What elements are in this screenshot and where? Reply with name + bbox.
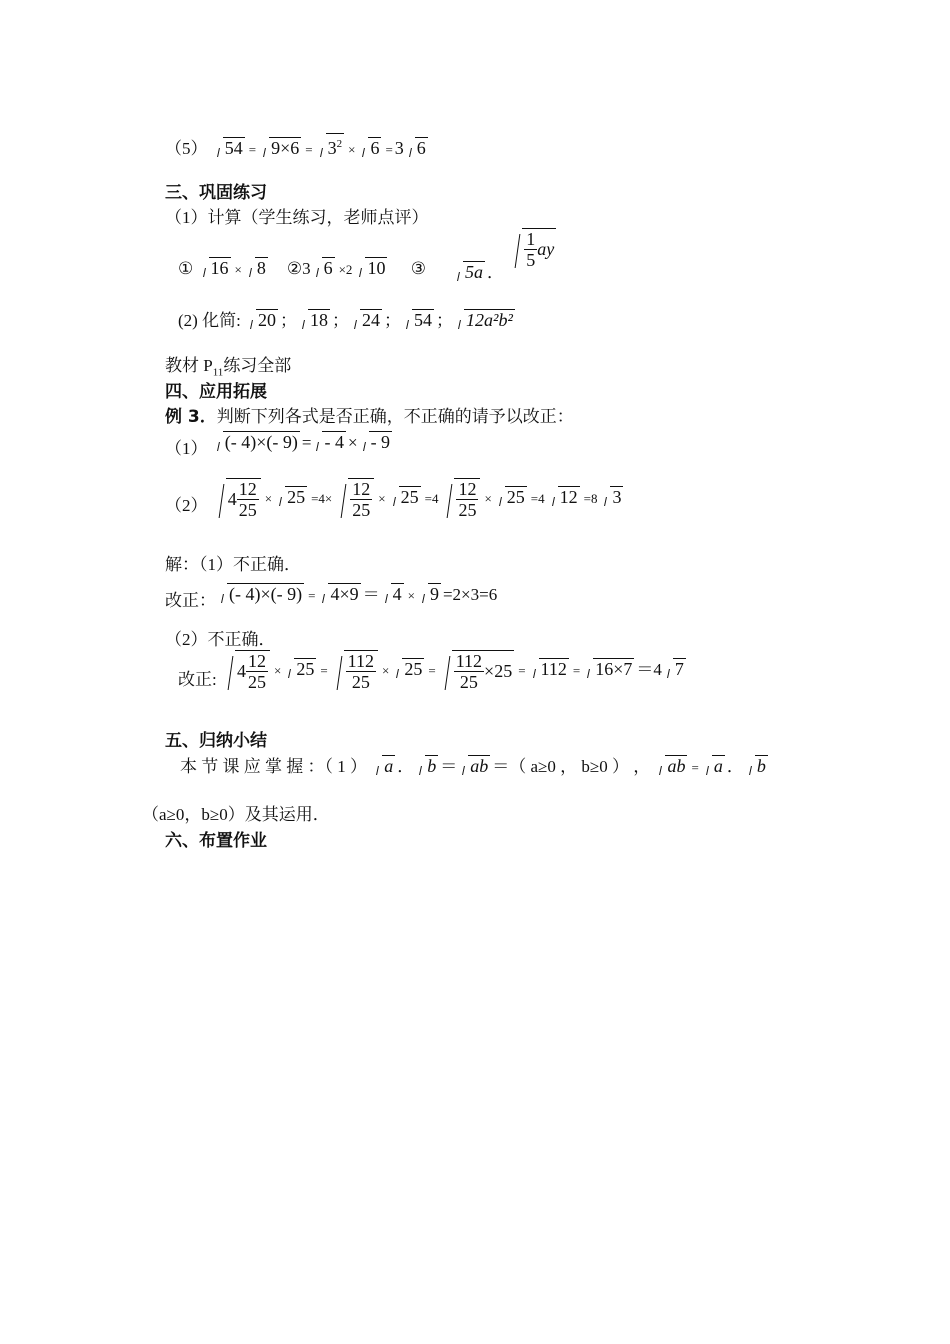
- textbook-line: 教材 $P_{11}$练习全部: [165, 356, 292, 379]
- exercise-line: ① 16 × 8 ②3 6 ×2 10 ③: [178, 258, 426, 278]
- section-5-title: 五、归纳小结: [165, 731, 267, 751]
- line-5: （5） $54 = 9\times 6 = 3^2 \times 6 = 3$ 6: [165, 133, 430, 159]
- sqrt-3: 3: [599, 486, 623, 508]
- sqrt-25c: 25: [494, 486, 527, 508]
- sqrt-5a: 5a: [452, 261, 485, 283]
- sqrt-ab: ab: [457, 755, 490, 777]
- section-3-sub1: （1）计算（学生练习，老师点评）: [165, 208, 429, 227]
- sqrt-25: 25: [274, 486, 307, 508]
- sqrt-10: 10: [354, 257, 387, 279]
- sqrt-a2: a: [701, 755, 725, 777]
- sqrt-product: (- 4)×(- 9): [212, 431, 300, 453]
- sqrt-6b: 6: [404, 137, 428, 159]
- sqrt-7: 7: [662, 658, 686, 680]
- sqrt-25-fix2: 25: [391, 658, 424, 680]
- sqrt-112-25x25: $\frac{112}{25}$ ×25: [438, 650, 515, 692]
- solution-1: 解：（1）不正确．: [165, 555, 301, 574]
- sqrt-12: 12: [547, 486, 580, 508]
- sqrt-mixed-frac-fix: 4 $\frac{12}{25}$: [221, 650, 270, 692]
- sqrt-20: 20: [245, 309, 278, 331]
- sqrt-54: 54: [212, 137, 245, 159]
- example-3: 例 3．判断下列各式是否正确，不正确的请予以改正：: [165, 407, 574, 427]
- sqrt-18: 18: [297, 309, 330, 331]
- sqrt-112: 112: [528, 658, 569, 680]
- summary-line: 本 节 课 应 掌 握 ：（ 1 ） a ． b ＝ ab ＝（ a≥0 ， b≥0 ） ， ab = a ． b: [180, 756, 766, 776]
- sqrt-25b: 25: [388, 486, 421, 508]
- solution-2: （2）不正确．: [165, 630, 276, 649]
- sqrt-frac-ay: $\frac{1}{5}$ ay: [508, 228, 556, 270]
- sqrt-9x6: 9×6: [258, 137, 301, 159]
- section-6-title: 六、布置作业: [165, 831, 267, 851]
- sqrt-3sq: $3^2$: [315, 133, 345, 159]
- sqrt-frac-b: $\frac{12}{25}$: [440, 478, 480, 520]
- sqrt-ab2: ab: [654, 755, 687, 777]
- question-2: （2） 4 $\frac{12}{25}$ × 25 =4× $\frac{12}{25}$ × 25 =4 $\frac{12}{25}$ × 25 =4 12 =8 3: [165, 479, 622, 520]
- sqrt-25-fix: 25: [283, 658, 316, 680]
- section-3-title: 三、巩固练习: [165, 183, 267, 203]
- sqrt-16x7: 16×7: [582, 658, 634, 680]
- sqrt-6: 6: [357, 137, 381, 159]
- sqrt-product-fix: (- 4)×(- 9): [216, 583, 304, 605]
- section-4-title: 四、应用拓展: [165, 382, 267, 402]
- sqrt-54: 54: [401, 309, 434, 331]
- summary-line-2: （a≥0，b≥0）及其运用．: [142, 805, 330, 824]
- sqrt-16: 16: [198, 257, 231, 279]
- fix-2: 改正: 4 $\frac{12}{25}$ × 25 = $\frac{112}{25}$ × 25 = $\frac{112}{25}$ ×25 = 112 = 16×7 ＝4 7: [178, 651, 684, 692]
- question-1: （1） (- 4)×(- 9) = - 4 × - 9: [165, 432, 391, 458]
- sqrt-neg4: - 4: [311, 431, 346, 453]
- sqrt-8: 8: [244, 257, 268, 279]
- sqrt-4x9: 4×9: [317, 583, 360, 605]
- sqrt-24: 24: [349, 309, 382, 331]
- sqrt-b: b: [414, 755, 438, 777]
- fix-1: 改正： (- 4)×(- 9) = 4×9 ＝ 4 × 9 =2×3=6: [165, 584, 498, 610]
- sqrt-4: 4: [380, 583, 404, 605]
- sqrt-b2: b: [744, 755, 768, 777]
- simplify-line: (2) 化简: 20 ； 18 ； 24 ； 54 ； 12a²b²: [178, 310, 513, 330]
- sqrt-6: 6: [311, 257, 335, 279]
- sqrt-mixed-frac: 4 $\frac{12}{25}$: [212, 478, 261, 520]
- sqrt-frac: $\frac{12}{25}$: [334, 478, 374, 520]
- sqrt-neg9: - 9: [358, 431, 393, 453]
- sqrt-9: 9: [417, 583, 441, 605]
- sqrt-5a-group: 5a ． $\frac{1}{5}$ ay: [452, 228, 558, 270]
- sqrt-a: a: [371, 755, 395, 777]
- item-label: （5）: [165, 139, 208, 158]
- sqrt-12a2b2: 12a²b²: [453, 309, 515, 331]
- sqrt-112-25: $\frac{112}{25}$: [330, 650, 378, 692]
